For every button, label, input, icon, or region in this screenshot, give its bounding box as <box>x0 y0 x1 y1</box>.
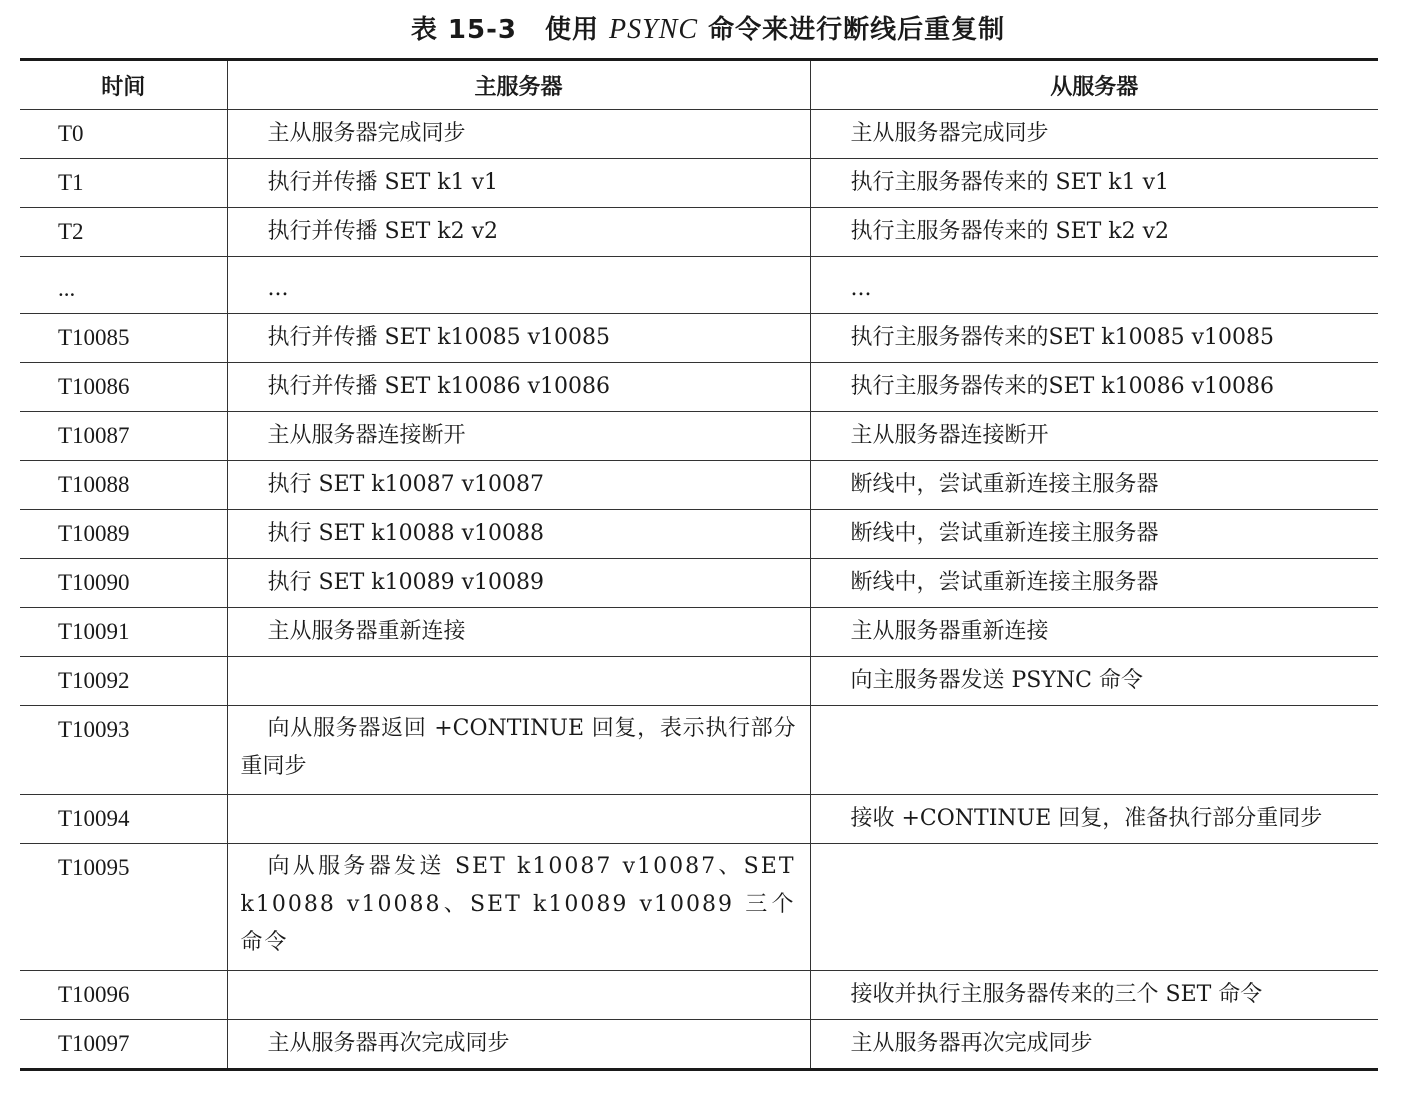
cell-slave: 断线中，尝试重新连接主服务器 <box>810 461 1378 510</box>
cell-time: T10095 <box>20 844 227 971</box>
table-row <box>20 110 1378 159</box>
table-row <box>20 1020 1378 1070</box>
cell-time: T10087 <box>20 412 227 461</box>
header-time: 时间 <box>20 60 227 110</box>
cell-time: T10085 <box>20 314 227 363</box>
psync-replication-table <box>20 58 1378 1071</box>
cell-slave: 断线中，尝试重新连接主服务器 <box>810 559 1378 608</box>
cell-time: ... <box>20 257 227 314</box>
table-number: 表 15-3 <box>410 15 517 45</box>
cell-slave: 主从服务器完成同步 <box>810 110 1378 159</box>
cell-slave: 接收 +CONTINUE 回复，准备执行部分重同步 <box>810 795 1378 844</box>
cell-master: 主从服务器连接断开 <box>227 412 810 461</box>
cell-time: T10094 <box>20 795 227 844</box>
cell-master: 主从服务器再次完成同步 <box>227 1020 810 1070</box>
cell-time: T10093 <box>20 706 227 795</box>
table-row <box>20 844 1378 971</box>
cell-master: 执行并传播 SET k10086 v10086 <box>227 363 810 412</box>
table-row <box>20 706 1378 795</box>
table-row <box>20 314 1378 363</box>
cell-master: 执行并传播 SET k2 v2 <box>227 208 810 257</box>
cell-slave: 执行主服务器传来的 SET k1 v1 <box>810 159 1378 208</box>
cell-slave: 执行主服务器传来的SET k10085 v10085 <box>810 314 1378 363</box>
table-row <box>20 657 1378 706</box>
table-row <box>20 510 1378 559</box>
table-row <box>20 159 1378 208</box>
cell-master: 主从服务器完成同步 <box>227 110 810 159</box>
cell-master: 执行 SET k10087 v10087 <box>227 461 810 510</box>
cell-time: T10089 <box>20 510 227 559</box>
table-row <box>20 795 1378 844</box>
cell-master: 执行 SET k10088 v10088 <box>227 510 810 559</box>
cell-master: 执行并传播 SET k1 v1 <box>227 159 810 208</box>
cell-master: 向从服务器返回 +CONTINUE 回复，表示执行部分重同步 <box>227 706 810 795</box>
cell-slave: 接收并执行主服务器传来的三个 SET 命令 <box>810 971 1378 1020</box>
cell-master <box>227 971 810 1020</box>
cell-master: 向从服务器发送 SET k10087 v10087、SET k10088 v10088、SET k10089 v10089 三个命令 <box>227 844 810 971</box>
cell-master: 执行 SET k10089 v10089 <box>227 559 810 608</box>
header-slave: 从服务器 <box>810 60 1378 110</box>
header-master: 主服务器 <box>227 60 810 110</box>
cell-master <box>227 795 810 844</box>
cell-slave: 断线中，尝试重新连接主服务器 <box>810 510 1378 559</box>
table-caption <box>0 10 1416 50</box>
caption-prefix: 使用 <box>544 15 610 45</box>
cell-time: T10088 <box>20 461 227 510</box>
cell-time: T10086 <box>20 363 227 412</box>
caption-suffix: 命令来进行断线后重复制 <box>698 15 1006 45</box>
table-row <box>20 461 1378 510</box>
cell-slave: 向主服务器发送 PSYNC 命令 <box>810 657 1378 706</box>
cell-master: 主从服务器重新连接 <box>227 608 810 657</box>
table-row <box>20 208 1378 257</box>
cell-time: T2 <box>20 208 227 257</box>
table-row <box>20 559 1378 608</box>
cell-time: T10090 <box>20 559 227 608</box>
cell-slave <box>810 844 1378 971</box>
cell-time: T10092 <box>20 657 227 706</box>
cell-slave: 主从服务器连接断开 <box>810 412 1378 461</box>
cell-slave: 执行主服务器传来的SET k10086 v10086 <box>810 363 1378 412</box>
cell-time: T0 <box>20 110 227 159</box>
table-row <box>20 608 1378 657</box>
cell-slave: 执行主服务器传来的 SET k2 v2 <box>810 208 1378 257</box>
cell-time: T10097 <box>20 1020 227 1070</box>
cell-slave: 主从服务器重新连接 <box>810 608 1378 657</box>
caption-command: PSYNC <box>609 14 699 45</box>
cell-master: 执行并传播 SET k10085 v10085 <box>227 314 810 363</box>
cell-slave <box>810 706 1378 795</box>
cell-master <box>227 657 810 706</box>
table-header-row <box>20 60 1378 110</box>
table-row <box>20 971 1378 1020</box>
table-row <box>20 412 1378 461</box>
cell-slave: ... <box>810 257 1378 314</box>
cell-time: T1 <box>20 159 227 208</box>
table-row <box>20 257 1378 314</box>
table-row <box>20 363 1378 412</box>
cell-time: T10091 <box>20 608 227 657</box>
cell-slave: 主从服务器再次完成同步 <box>810 1020 1378 1070</box>
cell-time: T10096 <box>20 971 227 1020</box>
cell-master: ... <box>227 257 810 314</box>
